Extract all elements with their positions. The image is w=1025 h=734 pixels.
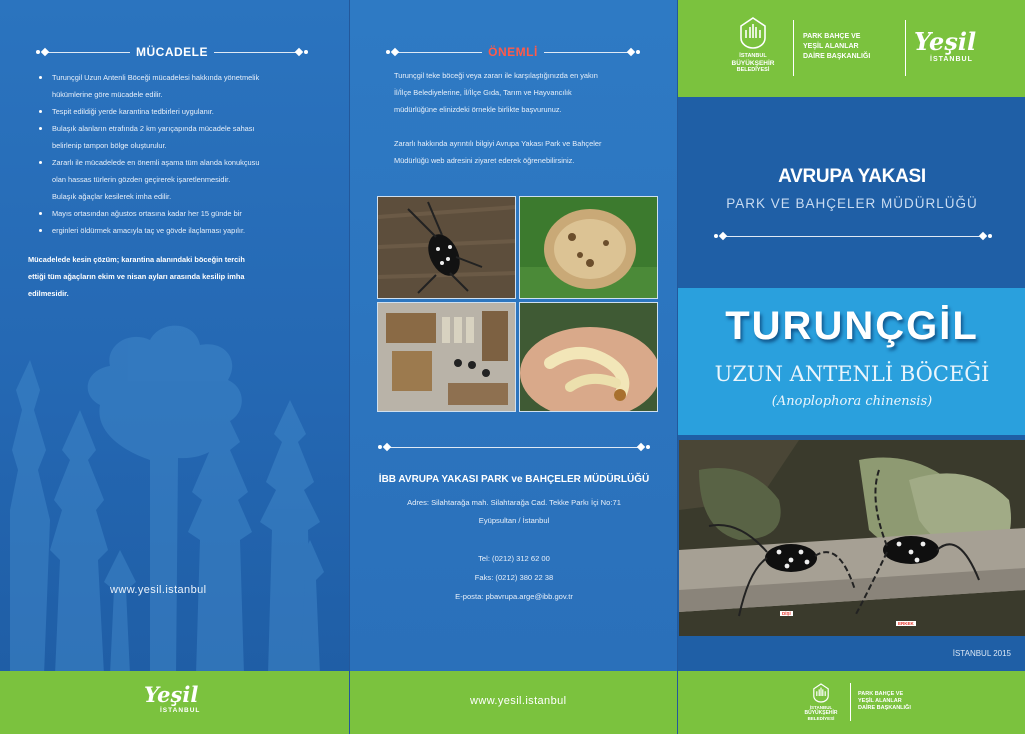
beetle-on-bark-photo: [377, 196, 516, 299]
mucadele-list-item: Bulaşık ağaçlar kesilerek imha edilir.: [52, 192, 172, 201]
dept-line: DAİRE BAŞKANLIĞI: [858, 705, 911, 711]
larvae-in-hand-photo: [519, 302, 658, 412]
mucadele-list-item: Turunçgil Uzun Antenli Böceği mücadelesi hakkında yönetmelik: [36, 69, 316, 86]
header-divider: [905, 20, 906, 76]
mucadele-list-item: hükümlerine göre mücadele edilir.: [52, 90, 163, 99]
contact-org: İBB AVRUPA YAKASI PARK ve BAHÇELER MÜDÜRLÜĞÜ: [378, 474, 650, 485]
infested-stump-photo: [519, 196, 658, 299]
yesil-logo-bottom: İSTANBUL: [160, 707, 201, 714]
main-title: TURUNÇGİL: [725, 304, 979, 348]
ibb-line: BÜYÜKŞEHİR: [731, 60, 775, 67]
ibb-line: BÜYÜKŞEHİR: [804, 709, 838, 716]
heading-mucadele: [34, 45, 310, 59]
dept-line: YEŞİL ALANLAR: [803, 43, 859, 50]
ibb-emblem-footer-icon: [812, 682, 830, 704]
header-bar: [678, 0, 1025, 97]
dept-line: YEŞİL ALANLAR: [858, 698, 902, 704]
contact-tel[interactable]: Tel: (0212) 312 62 00: [478, 554, 550, 563]
panel-cover: [677, 0, 1025, 734]
ibb-line: İSTANBUL: [739, 53, 767, 59]
yesil-logo-top: Yeşil: [144, 682, 199, 707]
org-line1: AVRUPA YAKASI: [778, 166, 926, 187]
dept-name-footer: [858, 691, 911, 712]
title-band: [678, 288, 1025, 435]
ibb-line: İSTANBUL: [809, 705, 833, 710]
mucadele-conclusion: [28, 251, 328, 302]
photo-label-right: ERKEK: [898, 621, 914, 626]
photo-label-left: DİŞİ: [782, 611, 791, 616]
info-line: Zararlı hakkında ayrıntılı bilgiyi Avrupa Yakası Park ve Bahçeler: [394, 139, 602, 148]
header-divider: [793, 20, 794, 76]
ibb-line: BELEDİYESİ: [807, 716, 835, 721]
mucadele-list-item: Bulaşık alanların etrafında 2 km yarıçapında mücadele sahası: [36, 120, 316, 137]
mucadele-list: [36, 69, 316, 239]
mucadele-list-item: Zararlı ile mücadelede en önemli aşama tüm alanda konukçusu: [36, 154, 316, 171]
onemli-intro: [394, 67, 664, 118]
mucadele-list-item: Mayıs ortasından ağustos ortasına kadar her 15 günde bir: [36, 205, 316, 222]
publication-year: İSTANBUL 2015: [952, 649, 1011, 658]
dept-line: PARK BAHÇE VE: [858, 691, 904, 697]
contact-address1: Adres: Silahtarağa mah. Silahtarağa Cad. Tekke Parkı İçi No:71: [407, 498, 621, 507]
conclusion-line: ettiği tüm ağaçların ekim ve nisan ayları arasında kesilip imha: [28, 272, 245, 281]
ibb-emblem-icon: [738, 16, 768, 50]
mucadele-list-item: belirlenip tampon bölge oluşturulur.: [52, 141, 167, 150]
contact-address2: Eyüpsultan / İstanbul: [478, 516, 550, 525]
dept-line: DAİRE BAŞKANLIĞI: [803, 53, 871, 60]
specimen-display-photo: [377, 302, 516, 412]
footer-divider: [850, 683, 851, 721]
footer-bar-mid: [350, 671, 677, 734]
contact-divider: [376, 440, 652, 454]
yesil-logo-header: Yeşil: [914, 27, 977, 56]
contact-fax: Faks: (0212) 380 22 38: [474, 573, 554, 582]
latin-name: (Anoplophora chinensis): [771, 394, 933, 409]
heading-mucadele-text: MÜCADELE: [136, 45, 208, 59]
info-line: Müdürlüğü web adresini ziyaret ederek öğrenebilirsiniz.: [394, 156, 575, 165]
ibb-line: BELEDİYESİ: [736, 67, 770, 73]
website-url-mid[interactable]: www.yesil.istanbul: [470, 695, 567, 707]
intro-line: İl/İlçe Belediyelerine, İl/İlçe Gıda, Tarım ve Hayvancılık: [394, 88, 572, 97]
footer-bar-right: [678, 671, 1025, 734]
main-subtitle: UZUN ANTENLİ BÖCEĞİ: [714, 362, 990, 386]
panel-mucadele: [0, 0, 349, 734]
dept-name: [803, 32, 870, 62]
contact-email[interactable]: E-posta: pbavrupa.arge@ibb.gov.tr: [455, 592, 573, 601]
ibb-name: [720, 53, 786, 74]
intro-line: müdürlüğüne elinizdeki örnekle birlikte başvurunuz.: [394, 105, 562, 114]
conclusion-line: Mücadelede kesin çözüm; karantina alanındaki böceğin tercih: [28, 255, 245, 264]
footer-bar-left: [0, 671, 349, 734]
beetles-cover-photo: [679, 440, 1025, 636]
website-url[interactable]: www.yesil.istanbul: [110, 584, 207, 596]
conclusion-line: edilmesidir.: [28, 289, 69, 298]
heading-onemli: [384, 45, 642, 59]
onemli-info: [394, 135, 664, 169]
panel-onemli: [349, 0, 677, 734]
mucadele-list-item: erginleri öldürmek amacıyla taç ve gövde ilaçlaması yapılır.: [36, 222, 316, 239]
org-line2: PARK VE BAHÇELER MÜDÜRLÜĞÜ: [726, 196, 978, 211]
cover-divider: [712, 229, 994, 243]
mucadele-list-item: Tespit edildiği yerde karantina tedbirleri uygulanır.: [36, 103, 316, 120]
yesil-logo-header-sub: İSTANBUL: [930, 56, 973, 63]
ibb-name-footer: [796, 705, 846, 722]
mucadele-list-item: olan hassas türlerin gözden geçirerek işaretlenmesidir.: [52, 175, 231, 184]
intro-line: Turunçgil teke böceği veya zararı ile karşılaştığınızda en yakın: [394, 71, 598, 80]
heading-onemli-text: ÖNEMLİ: [488, 45, 538, 59]
dept-line: PARK BAHÇE VE: [803, 33, 861, 40]
forest-silhouette-image: [0, 300, 349, 675]
